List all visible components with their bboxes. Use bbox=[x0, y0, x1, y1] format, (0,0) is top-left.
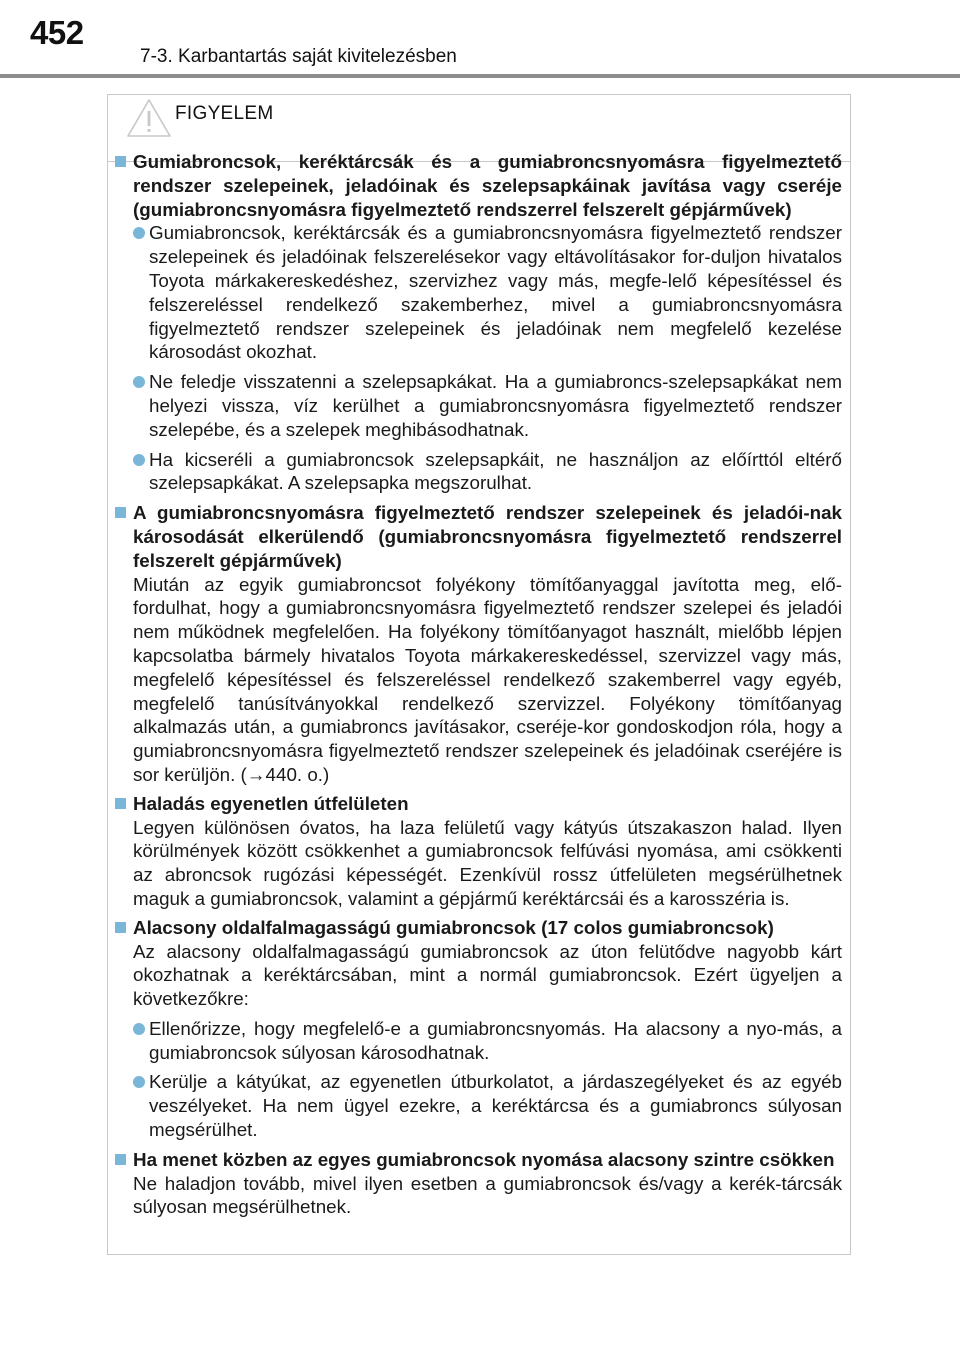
section-heading bbox=[114, 792, 842, 816]
square-bullet-icon bbox=[115, 922, 126, 933]
section-text: Az alacsony oldalfalmagasságú gumiabroncsok az úton felütődve nagyobb kárt okozhatnak a keréktárcsában, mint a normál gumiabroncsok. Ezért ügyeljen a következőkre: bbox=[133, 940, 842, 1010]
header-rule bbox=[0, 74, 960, 78]
warning-content bbox=[114, 150, 842, 1224]
list-item-text: Kerülje a kátyúkat, az egyenetlen útburkolatot, a járdaszegélyeket és az egyéb veszélyeket. Ha nem ügyel ezekre, a keréktárcsa és a gumiabroncs súlyosan megsérülhet. bbox=[149, 1071, 842, 1141]
section-heading bbox=[114, 501, 842, 572]
list-item bbox=[114, 370, 842, 441]
list-item bbox=[114, 448, 842, 496]
section-valve-damage bbox=[114, 501, 842, 787]
section-tire-repair bbox=[114, 150, 842, 495]
section-heading-text: Alacsony oldalfalmagasságú gumiabroncsok (17 colos gumiabroncsok) bbox=[133, 916, 774, 938]
section-heading bbox=[114, 916, 842, 940]
round-bullet-icon bbox=[133, 1023, 145, 1035]
section-heading bbox=[114, 150, 842, 221]
section-text: Legyen különösen óvatos, ha laza felületű vagy kátyús útszakaszon halad. Ilyen körülmények között csökkenhet a gumiabroncsok felfúvási nyomása, ami csökkenti az abroncsok rugózási képességét. Ezenkívül rossz útfelületen megsérülhetnek maguk a gumiabroncsok, valamint a gépjármű keréktárcsái és a karosszéria is. bbox=[133, 816, 842, 909]
section-heading-text: A gumiabroncsnyomásra figyelmeztető rendszer szelepeinek és jeladói-nak károsodását elkerülendő (gumiabroncsnyomásra figyelmeztető rendszerrel felszerelt gépjárművek) bbox=[133, 502, 842, 571]
square-bullet-icon bbox=[115, 507, 126, 518]
section-text: Miután az egyik gumiabroncsot folyékony tömítőanyaggal javította meg, elő-fordulhat, hogy a gumiabroncsnyomásra figyelmeztető rendszer szelepei és jeladói nem működnek megfelelően. Ha folyékony tömítőanyagot használt, mielőbb lépjen kapcsolatba bármely hivatalos Toyota márkakereskedéssel, szervizzel vagy más, megfelelő képesítéssel és felszereléssel rendelkező szakemberrel vagy egyéb, megfelelő tanúsítványokkal rendelkező szervizzel. Folyékony tömítőanyag alkalmazás után, a gumiabroncs javításakor, cseréje-kor gondoskodjon róla, hogy a gumiabroncsnyomásra figyelmeztető rendszer szelepeinek és jeladóinak cseréjére is sor kerüljön. (→440. o.) bbox=[133, 573, 842, 785]
section-low-profile-tires bbox=[114, 916, 842, 1142]
round-bullet-icon bbox=[133, 1076, 145, 1088]
round-bullet-icon bbox=[133, 454, 145, 466]
section-heading-text: Haladás egyenetlen útfelületen bbox=[133, 792, 409, 814]
warning-title: FIGYELEM bbox=[175, 103, 274, 124]
section-text: Ne haladjon tovább, mivel ilyen esetben a gumiabroncsok és/vagy a kerék-tárcsák súlyosan megsérülhetnek. bbox=[133, 1172, 842, 1218]
list-item-text: Gumiabroncsok, keréktárcsák és a gumiabroncsnyomásra figyelmeztető rendszer szelepeinek és jeladóinak felszerelésekor vagy eltávolításakor for-duljon hivatalos Toyota márkakereskedéshez, szervizhez vagy más, megfe-lelő képesítéssel és felszereléssel rendelkező szakemberhez, mivel a gumiabroncsnyomásra figyelmeztető rendszer szelepeinek és jeladóinak nem megfelelő kezelése károsodást okozhat. bbox=[149, 222, 842, 363]
list-item bbox=[114, 1070, 842, 1141]
page-number: 452 bbox=[30, 14, 84, 51]
warning-box bbox=[107, 94, 851, 1255]
round-bullet-icon bbox=[133, 376, 145, 388]
list-item bbox=[114, 221, 842, 364]
section-heading bbox=[114, 1148, 842, 1172]
section-heading-text: Gumiabroncsok, keréktárcsák és a gumiabroncsnyomásra figyelmeztető rendszer szelepeinek, jeladóinak és szelepsapkáinak javítása vagy cseréje (gumiabroncsnyomásra figyelmeztető rendszerrel felszerelt gépjárművek) bbox=[133, 151, 842, 220]
square-bullet-icon bbox=[115, 1154, 126, 1165]
section-uneven-road bbox=[114, 792, 842, 911]
list-item-text: Ne feledje visszatenni a szelepsapkákat. Ha a gumiabroncs-szelepsapkákat nem helyezi vissza, víz kerülhet a gumiabroncsnyomásra figyelmeztető rendszer szelepébe, és a szelepek meghibásodhatnak. bbox=[149, 371, 842, 440]
chapter-title: 7-3. Karbantartás saját kivitelezésben bbox=[140, 46, 457, 67]
list-item bbox=[114, 1017, 842, 1065]
list-item-text: Ellenőrizze, hogy megfelelő-e a gumiabroncsnyomás. Ha alacsony a nyo-más, a gumiabroncsok súlyosan károsodhatnak. bbox=[149, 1017, 842, 1063]
round-bullet-icon bbox=[133, 227, 145, 239]
square-bullet-icon bbox=[115, 798, 126, 809]
list-item-text: Ha kicseréli a gumiabroncsok szelepsapkáit, ne használjon az előírttól eltérő szelepsapkákat. A szelepsapka megszorulhat. bbox=[149, 448, 842, 494]
warning-triangle-icon bbox=[126, 98, 172, 138]
section-heading-text: Ha menet közben az egyes gumiabroncsok nyomása alacsony szintre csökken bbox=[133, 1148, 835, 1170]
section-pressure-drop bbox=[114, 1148, 842, 1219]
square-bullet-icon bbox=[115, 156, 126, 167]
